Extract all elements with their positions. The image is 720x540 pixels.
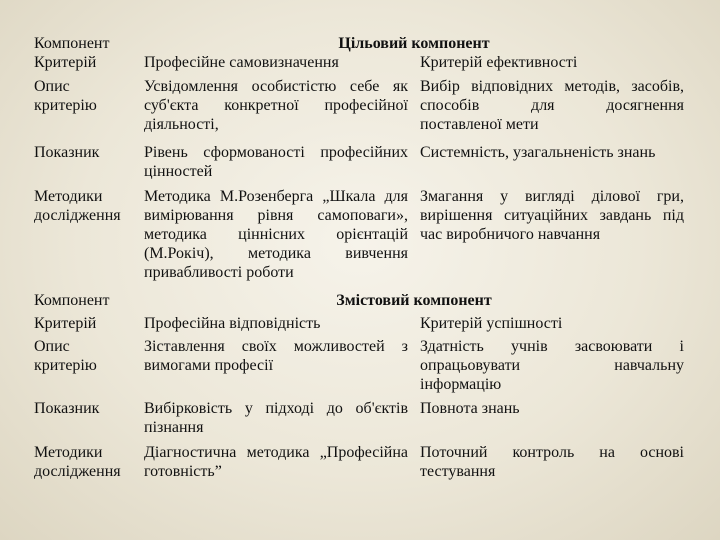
indicator-a: Вибірковість у підході до об'єктів пізнання — [144, 400, 408, 436]
criterion-label: Критерій — [34, 315, 97, 332]
criterion-b: Критерій ефективності — [420, 54, 578, 71]
component-title: Змістовий компонент — [336, 292, 492, 309]
methods-label: Методики дослідження — [34, 188, 121, 224]
description-a: Зіставлення своїх можливостей з вимогами професії — [144, 338, 408, 374]
component-label: Компонент — [34, 35, 110, 52]
indicator-b: Системність, узагальненість знань — [420, 144, 656, 161]
indicator-label: Показник — [34, 144, 100, 161]
description-b: Вибір відповідних методів, засобів, способів для досягнення поставленої мети — [420, 78, 684, 133]
description-label: Опис критерію — [34, 78, 97, 114]
indicator-a: Рівень сформованості професійних цінностей — [144, 144, 408, 180]
methods-a: Діагностична методика „Професійна готовність” — [144, 444, 408, 480]
criterion-label: Критерій — [34, 54, 97, 71]
methods-a: Методика М.Розенберга „Шкала для вимірювання рівня самоповаги», методика ціннісних орієнтацій (М.Рокіч), методика вивчення привабливості роботи — [144, 188, 408, 281]
criterion-b: Критерій успішності — [420, 315, 563, 332]
description-b: Здатність учнів засвоювати і опрацьовувати навчальну інформацію — [420, 338, 684, 393]
methods-b: Поточний контроль на основі тестування — [420, 444, 684, 480]
criterion-a: Професійна відповідність — [144, 315, 321, 332]
description-a: Усвідомлення особистістю себе як суб'єкта конкретної професійної діяльності, — [144, 78, 408, 133]
component-title: Цільовий компонент — [338, 35, 490, 52]
indicator-label: Показник — [34, 400, 100, 417]
criterion-a: Професійне самовизначення — [144, 54, 339, 71]
indicator-b: Повнота знань — [420, 400, 520, 417]
description-label: Опис критерію — [34, 338, 97, 374]
methods-label: Методики дослідження — [34, 444, 121, 480]
component-label: Компонент — [34, 292, 110, 309]
methods-b: Змагання у вигляді ділової гри, вирішення ситуаційних завдань під час виробничого навчання — [420, 188, 684, 243]
